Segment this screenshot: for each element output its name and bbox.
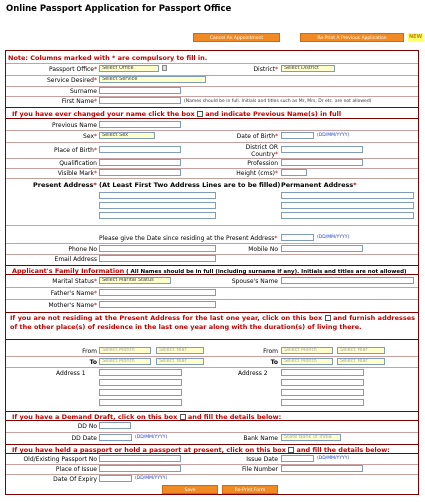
district-label: District* <box>253 66 278 73</box>
file-number-label: File Number <box>241 466 278 473</box>
past-address1-line1[interactable] <box>99 369 182 376</box>
present-address-line1[interactable] <box>99 192 216 199</box>
issue-date-input[interactable] <box>281 455 314 462</box>
phone-label: Phone No <box>68 246 97 253</box>
demand-draft-checkbox[interactable] <box>180 414 186 420</box>
expiry-date-input[interactable] <box>99 475 132 482</box>
dd-no-input[interactable] <box>99 422 131 429</box>
permanent-address-line3[interactable] <box>281 212 414 219</box>
old-passport-label: Old/Existing Passport No <box>23 456 97 463</box>
application-form <box>5 50 419 495</box>
district-country-label: District OR Country* <box>245 144 278 158</box>
surname-label: Surname <box>70 88 97 95</box>
residing-since-input[interactable] <box>281 234 314 241</box>
qualification-label: Qualification <box>59 160 97 167</box>
passport-held-heading: If you have held a passport or hold a passport at present, click on this box and fill the details below: <box>12 446 390 454</box>
present-address-line2[interactable] <box>99 202 216 209</box>
from-year-select-1[interactable]: Select Year <box>156 347 204 354</box>
past-address2-line1[interactable] <box>281 369 364 376</box>
old-passport-input[interactable] <box>99 455 181 462</box>
past-address2-line4[interactable] <box>281 399 364 406</box>
dob-input[interactable] <box>281 132 314 139</box>
dob-label: Date of Birth* <box>236 133 278 140</box>
email-input[interactable] <box>99 255 216 262</box>
spouse-name-input[interactable] <box>281 277 414 284</box>
family-heading: Applicant's Family Information ( All Names should be in full (including surname if any). Initials and titles are not allowed) <box>12 267 407 275</box>
issue-date-label: Issue Date <box>246 456 278 463</box>
to-month-select-1[interactable]: Select Month <box>99 358 151 365</box>
passport-office-label: Passport Office* <box>49 66 97 73</box>
passport-held-checkbox[interactable] <box>288 447 294 453</box>
place-of-issue-input[interactable] <box>99 465 181 472</box>
from-month-select-2[interactable]: Select Month <box>281 347 333 354</box>
sex-label: Sex* <box>83 133 97 140</box>
present-address-line3[interactable] <box>99 212 216 219</box>
email-label: Email Address <box>54 256 97 263</box>
file-number-input[interactable] <box>281 465 363 472</box>
from-label-1: From <box>82 348 97 355</box>
expiry-date-label: Date Of Expiry <box>53 476 97 483</box>
past-address1-line2[interactable] <box>99 379 182 386</box>
first-name-hint: (Names should be in full. Initials and titles such as Mr, Mrs, Dr etc. are not allowed) <box>184 99 372 104</box>
cancel-appointment-button[interactable]: Cancel An Appointment <box>193 33 280 42</box>
past-address1-line3[interactable] <box>99 389 182 396</box>
past-address1-line4[interactable] <box>99 399 182 406</box>
mobile-label: Mobile No <box>248 246 278 253</box>
save-button[interactable]: Save <box>162 485 218 494</box>
to-label-2: To <box>270 359 278 366</box>
page-title: Online Passport Application for Passport Office <box>6 4 232 14</box>
spouse-name-label: Spouse's Name <box>231 278 278 285</box>
dd-date-input[interactable] <box>99 434 132 441</box>
father-name-label: Father's Name* <box>50 290 97 297</box>
visible-mark-label: Visible Mark* <box>57 170 97 177</box>
office-help-icon[interactable] <box>162 65 167 71</box>
permanent-address-line2[interactable] <box>281 202 414 209</box>
issue-date-format: (DD/MM/YYYY) <box>317 456 350 461</box>
qualification-input[interactable] <box>99 159 181 166</box>
change-name-checkbox[interactable] <box>197 111 203 117</box>
surname-input[interactable] <box>99 87 181 94</box>
present-address-label: Present Address* <box>33 181 97 189</box>
dd-date-label: DD Date <box>71 435 97 442</box>
change-name-heading: If you have ever changed your name click the box and indicate Previous Name(s) in full <box>12 110 342 118</box>
expiry-date-format: (DD/MM/YYYY) <box>135 476 168 481</box>
to-label-1: To <box>89 359 97 366</box>
place-of-birth-input[interactable] <box>99 146 181 153</box>
reprint-form-button[interactable]: Re-Print Form <box>222 485 278 494</box>
address2-label: Address 2 <box>238 370 268 377</box>
demand-draft-heading: If you have a Demand Draft, click on this box and fill the details below: <box>12 413 282 421</box>
previous-name-label: Previous Name <box>52 122 97 129</box>
district-select[interactable]: Select District <box>281 65 335 72</box>
father-name-input[interactable] <box>99 289 216 296</box>
bank-name-label: Bank Name <box>243 435 278 442</box>
to-year-select-2[interactable]: Select Year <box>337 358 385 365</box>
residing-since-format: (DD/MM/YYYY) <box>317 235 350 240</box>
previous-name-input[interactable] <box>99 121 181 128</box>
dd-no-label: DD No <box>77 423 97 430</box>
visible-mark-input[interactable] <box>99 169 181 176</box>
phone-input[interactable] <box>99 245 216 252</box>
mother-name-input[interactable] <box>99 301 216 308</box>
new-badge: NEW <box>409 34 423 40</box>
present-address-hint: (At Least First Two Address Lines are to be filled) <box>99 181 281 189</box>
first-name-label: First Name* <box>61 98 97 105</box>
dob-format-hint: (DD/MM/YYYY) <box>317 133 350 138</box>
profession-input[interactable] <box>281 159 363 166</box>
to-year-select-1[interactable]: Select Year <box>156 358 204 365</box>
height-label: Height (cms)* <box>236 170 278 177</box>
permanent-address-label: Permanent Address* <box>281 181 357 189</box>
place-of-birth-label: Place of Birth* <box>54 147 97 154</box>
marital-status-label: Marital Status* <box>52 278 97 285</box>
from-label-2: From <box>263 348 278 355</box>
mobile-input[interactable] <box>281 245 363 252</box>
mother-name-label: Mother's Name* <box>48 302 97 309</box>
service-label: Service Desired* <box>46 77 97 84</box>
compulsory-note: Note: Columns marked with * are compulsory to fill in. <box>8 54 208 62</box>
bank-name-select[interactable]: State Bank of India <box>281 434 341 441</box>
address1-label: Address 1 <box>56 370 86 377</box>
past-address2-line2[interactable] <box>281 379 364 386</box>
dd-date-format: (DD/MM/YYYY) <box>135 435 168 440</box>
first-name-input[interactable] <box>99 97 181 104</box>
past-residence-checkbox[interactable] <box>325 315 331 321</box>
district-country-input[interactable] <box>281 146 363 153</box>
residing-since-label: Please give the Date since residing at the Present Address* <box>99 235 278 242</box>
past-residence-heading: If you are not residing at the Present Address for the last one year, click on this box and furnish addresses of the other place(s) of residence in the last one year along with the duration(s) of living there. <box>10 314 416 331</box>
sex-select[interactable]: Select Sex <box>99 132 155 139</box>
height-input[interactable] <box>281 169 307 176</box>
reprint-application-button[interactable]: Re-Print A Previous Application <box>300 33 404 42</box>
permanent-address-line1[interactable] <box>281 192 414 199</box>
from-year-select-2[interactable]: Select Year <box>337 347 385 354</box>
passport-office-select[interactable]: Select Office <box>99 65 159 72</box>
from-month-select-1[interactable]: Select Month <box>99 347 151 354</box>
to-month-select-2[interactable]: Select Month <box>281 358 333 365</box>
profession-label: Profession <box>247 160 278 167</box>
place-of-issue-label: Place of Issue <box>55 466 97 473</box>
past-address2-line3[interactable] <box>281 389 364 396</box>
marital-status-select[interactable]: Select Marital Status <box>99 277 171 284</box>
service-select[interactable]: Select Service <box>99 76 206 83</box>
